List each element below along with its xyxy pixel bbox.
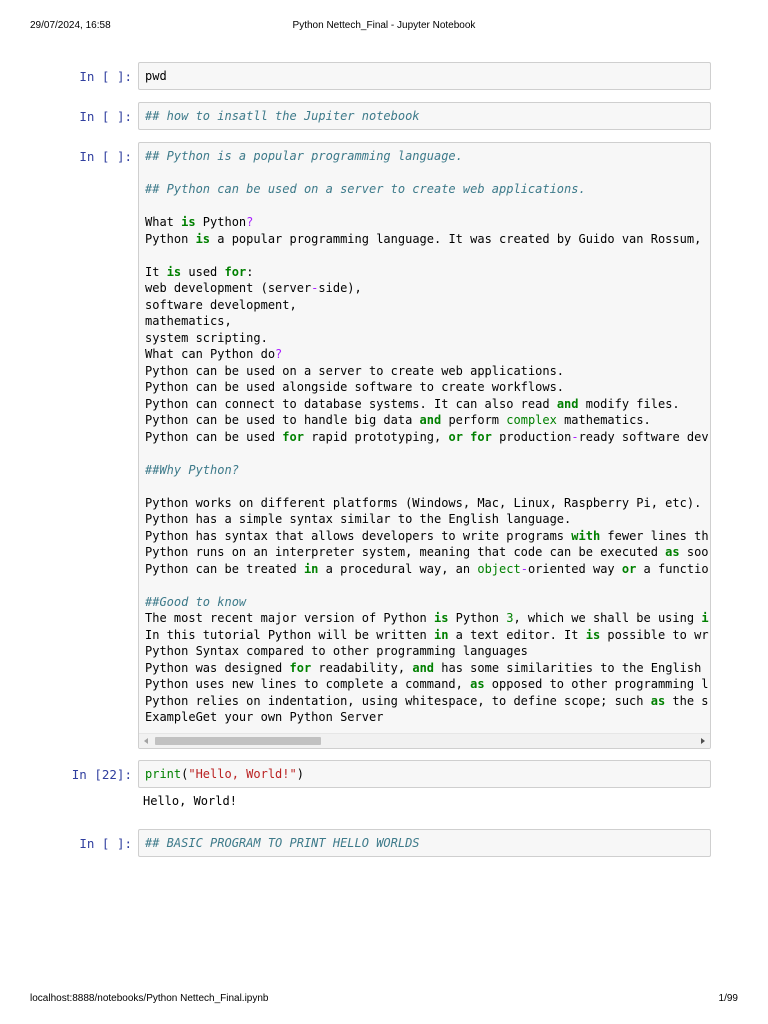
cell-code: pwd <box>145 69 167 83</box>
scroll-thumb[interactable] <box>155 737 321 745</box>
cell-code: ## how to insatll the Jupiter notebook <box>145 109 420 123</box>
print-datetime: 29/07/2024, 16:58 <box>30 20 111 31</box>
cell-code: ## Python is a popular programming language. ## Python can be used on a server to create web applications. What is Python? Python is a popular programming language. It was created by Guido van Rossum, It is used for: web development (server-side), software development, mathematics, system scripting. What can Python do? Python can be used on a server to create web applications. Python can be used alongside software to create workflows. Python can connect to database systems. It can also read and modify files. Python can be used to handle big data and perform complex mathematics. Python can be used for rapid prototyping, or for production-ready software dev ##Why Python? Python works on different platforms (Windows, Mac, Linux, Raspberry Pi, etc). Python has a simple syntax similar to the English language. Python has syntax that allows developers to write programs with fewer lines th Python runs on an interpreter system, meaning that code can be executed as soo Python can be treated in a procedural way, an object-oriented way or a functio ##Good to know The most recent major version of Python is Python 3, which we shall be using i In this tutorial Python will be written in a text editor. It is possible to wr Python Syntax compared to other programming languages Python was designed for readability, and has some similarities to the English Python uses new lines to complete a command, as opposed to other programming l Python relies on indentation, using whitespace, to define scope; such as the s ExampleGet your own Python Server <box>145 149 709 724</box>
page-number: 1/99 <box>718 993 738 1004</box>
cell-prompt: In [ ]: <box>79 149 132 164</box>
horizontal-scrollbar[interactable] <box>139 733 710 748</box>
cell-input[interactable] <box>138 142 711 749</box>
cell-input[interactable] <box>138 829 711 857</box>
scroll-left-arrow-icon[interactable] <box>144 738 148 744</box>
cell-input[interactable] <box>138 760 711 788</box>
cell-output: Hello, World! <box>143 794 237 808</box>
notebook-url: localhost:8888/notebooks/Python Nettech_Final.ipynb <box>30 993 269 1004</box>
cell-prompt: In [ ]: <box>79 109 132 124</box>
cell-input[interactable] <box>138 102 711 130</box>
cell-code: ## BASIC PROGRAM TO PRINT HELLO WORLDS <box>145 836 420 850</box>
cell-prompt: In [ ]: <box>79 69 132 84</box>
cell-prompt: In [22]: <box>71 767 132 782</box>
notebook-title: Python Nettech_Final - Jupyter Notebook <box>292 20 476 31</box>
cell-code: print("Hello, World!") <box>145 767 304 781</box>
cell-input[interactable] <box>138 62 711 90</box>
scroll-right-arrow-icon[interactable] <box>701 738 705 744</box>
cell-prompt: In [ ]: <box>79 836 132 851</box>
